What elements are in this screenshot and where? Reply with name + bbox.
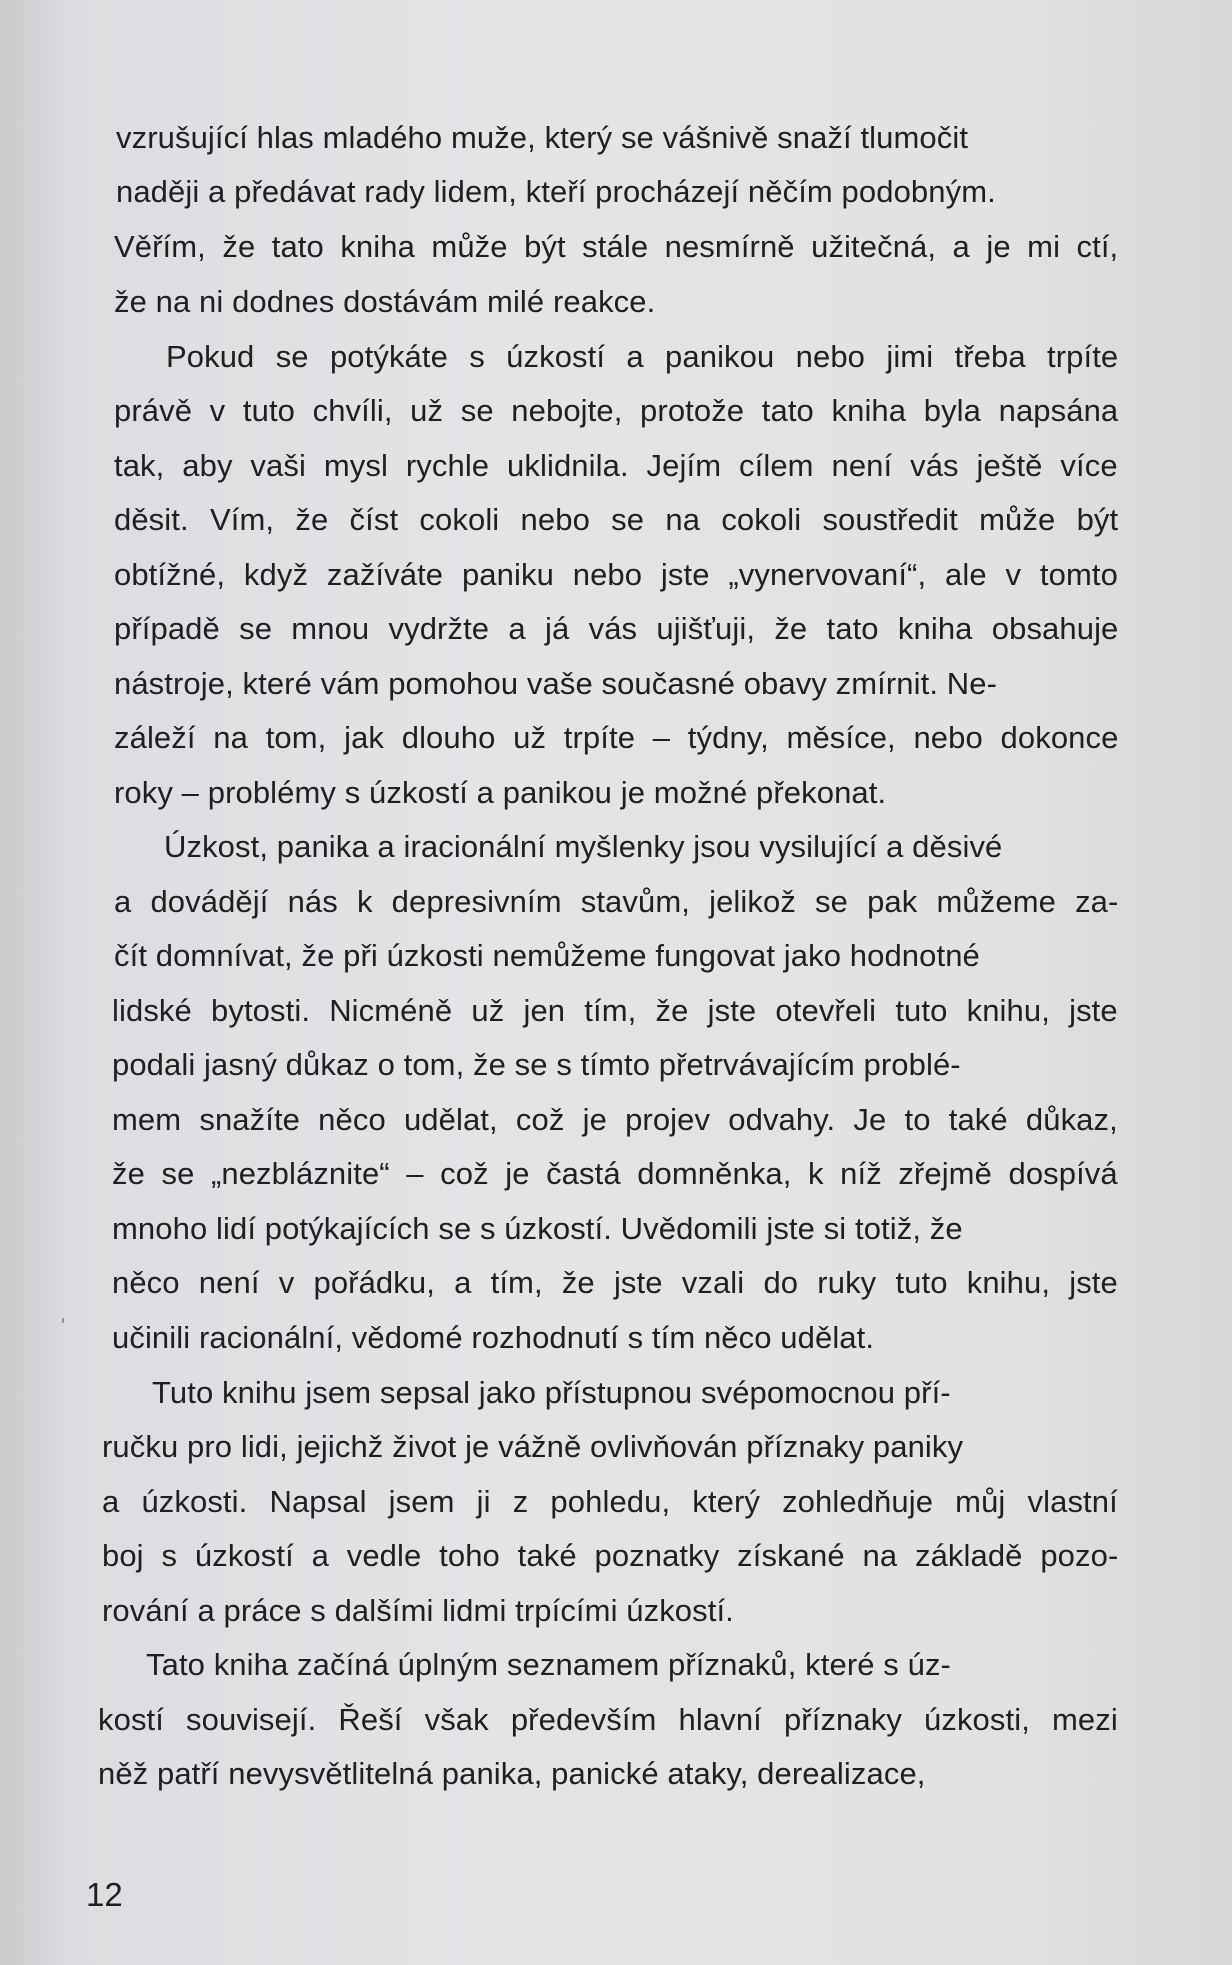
text-line: ručku pro lidi, jejichž život je vážně ovlivňován příznaky paniky	[102, 1429, 964, 1464]
text-line: něž patří nevysvětlitelná panika, panické ataky, derealizace,	[98, 1756, 926, 1791]
text-line: případě se mnou vydržte a já vás ujišťuji, že tato kniha obsahuje	[114, 611, 1119, 646]
text-line: a dovádějí nás k depresivním stavům, jelikož se pak můžeme za-	[114, 884, 1119, 919]
text-line: záleží na tom, jak dlouho už trpíte – týdny, měsíce, nebo dokonce	[114, 720, 1119, 755]
text-line: kostí souvisejí. Řeší však především hlavní příznaky úzkosti, mezi	[98, 1702, 1118, 1737]
text-line: roky – problémy s úzkostí a panikou je možné překonat.	[114, 775, 887, 810]
text-line: boj s úzkostí a vedle toho také poznatky získané na základě pozo-	[102, 1538, 1119, 1573]
text-line: mem snažíte něco udělat, což je projev odvahy. Je to také důkaz,	[112, 1102, 1118, 1137]
paper-speck	[62, 1318, 64, 1323]
text-line: učinili racionální, vědomé rozhodnutí s tím něco udělat.	[112, 1320, 875, 1355]
text-line: rování a práce s dalšími lidmi trpícími úzkostí.	[102, 1593, 734, 1628]
text-line: vzrušující hlas mladého muže, který se vášnivě snaží tlumočit	[116, 120, 969, 155]
text-line: že na ni dodnes dostávám milé reakce.	[114, 284, 656, 319]
text-line: něco není v pořádku, a tím, že jste vzali do ruky tuto knihu, jste	[112, 1265, 1118, 1300]
text-line: Tuto knihu jsem sepsal jako přístupnou svépomocnou pří-	[152, 1375, 951, 1410]
text-line: Věřím, že tato kniha může být stále nesmírně užitečná, a je mi ctí,	[114, 229, 1119, 264]
text-line: obtížné, když zažíváte paniku nebo jste „vynervovaní“, ale v tomto	[114, 557, 1118, 592]
text-line: naději a předávat rady lidem, kteří procházejí něčím podobným.	[116, 174, 996, 209]
page-number: 12	[86, 1876, 123, 1913]
text-line: nástroje, které vám pomohou vaše současné obavy zmírnit. Ne-	[114, 666, 998, 701]
text-line: Úzkost, panika a iracionální myšlenky jsou vysilující a děsivé	[164, 829, 1003, 864]
text-line: podali jasný důkaz o tom, že se s tímto přetrvávajícím problé-	[112, 1047, 961, 1082]
text-line: Tato kniha začíná úplným seznamem příznaků, které s úz-	[146, 1647, 951, 1682]
text-line: mnoho lidí potýkajících se s úzkostí. Uvědomili jste si totiž, že	[112, 1211, 963, 1246]
text-line: tak, aby vaši mysl rychle uklidnila. Jejím cílem není vás ještě více	[114, 448, 1118, 483]
text-line: čít domnívat, že při úzkosti nemůžeme fungovat jako hodnotné	[114, 938, 980, 973]
text-line: a úzkosti. Napsal jsem ji z pohledu, který zohledňuje můj vlastní	[102, 1484, 1118, 1519]
text-line: Pokud se potýkáte s úzkostí a panikou nebo jimi třeba trpíte	[166, 339, 1119, 374]
text-line: děsit. Vím, že číst cokoli nebo se na cokoli soustředit může být	[114, 502, 1119, 537]
text-line: lidské bytosti. Nicméně už jen tím, že jste otevřeli tuto knihu, jste	[112, 993, 1118, 1028]
text-line: že se „nezbláznite“ – což je častá domněnka, k níž zřejmě dospívá	[112, 1156, 1118, 1191]
text-line: právě v tuto chvíli, už se nebojte, protože tato kniha byla napsána	[114, 393, 1119, 428]
